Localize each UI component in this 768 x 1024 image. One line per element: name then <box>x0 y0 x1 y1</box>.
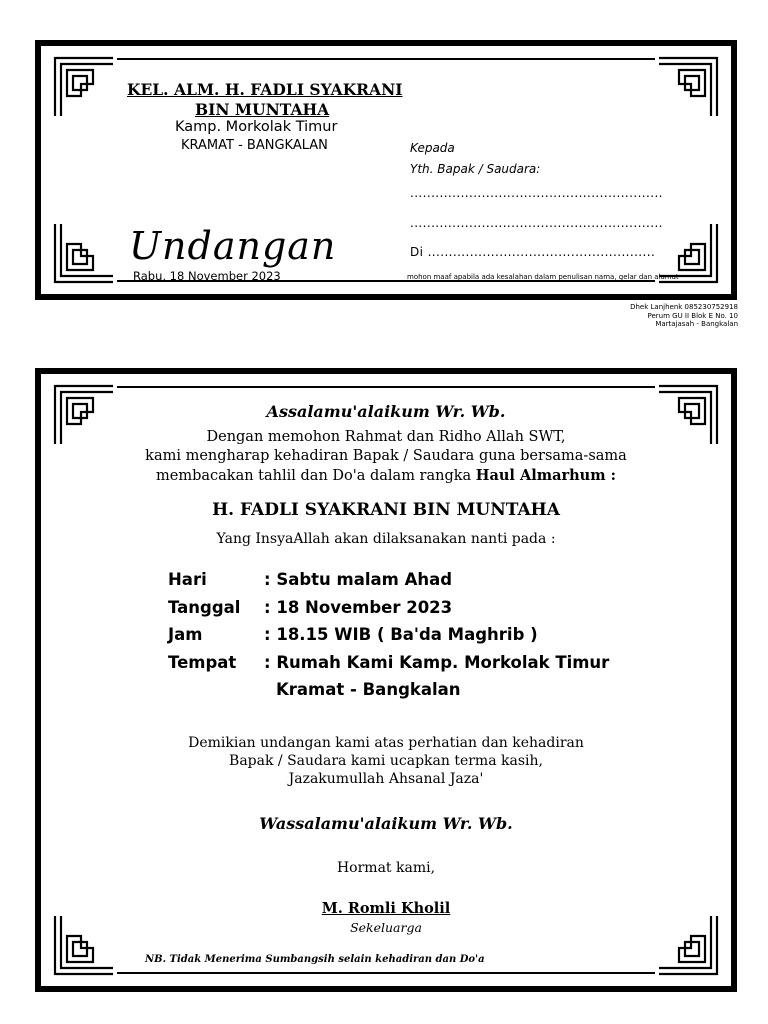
intro-line1: Dengan memohon Rahmat dan Ridho Allah SWT, <box>206 429 566 445</box>
recipient-extra-blank: ............................................................ <box>410 216 663 230</box>
event-date: Rabu, 18 November 2023 <box>133 269 281 283</box>
detail-place-line2: Kramat - Bangkalan <box>276 680 461 699</box>
haul-label: Haul Almarhum : <box>475 467 616 484</box>
detail-label: Hari <box>168 570 207 589</box>
bottom-border-line <box>117 972 655 974</box>
closing-greeting: Wassalamu'alaikum Wr. Wb. <box>259 814 513 833</box>
family-name-line2: BIN MUNTAHA <box>195 100 330 119</box>
detail-value: : Rumah Kami Kamp. Morkolak Timur <box>264 653 610 672</box>
recipient-name-blank: ............................................................ <box>410 186 663 200</box>
intro-line3-wrap <box>41 466 731 486</box>
closing-paragraph <box>41 734 731 788</box>
deceased-name: H. FADLI SYAKRANI BIN MUNTAHA <box>212 500 560 520</box>
detail-label: Tempat <box>168 653 237 672</box>
detail-label: Jam <box>168 625 203 644</box>
closing-line1: Demikian undangan kami atas perhatian dan kehadiran <box>188 735 584 751</box>
opening-greeting: Assalamu'alaikum Wr. Wb. <box>266 402 506 421</box>
detail-value: : 18.15 WIB ( Ba'da Maghrib ) <box>264 625 538 644</box>
invitation-title: Undangan <box>129 224 337 268</box>
closing-line2: Bapak / Saudara kami ucapkan terma kasih, <box>229 753 543 769</box>
invitation-card <box>35 368 737 992</box>
detail-row-place <box>168 653 609 672</box>
corner-ornament-bottom-left <box>53 222 115 284</box>
signer-name: M. Romli Kholil <box>321 900 451 917</box>
family-name-line1: KEL. ALM. H. FADLI SYAKRANI <box>127 80 403 99</box>
schedule-intro: Yang InsyaAllah akan dilaksanakan nanti pada : <box>216 531 556 547</box>
printer-credit <box>630 303 738 329</box>
printer-line1: Dhek Lanjhenk 085230752918 <box>630 303 738 311</box>
intro-line2: kami mengharap kehadiran Bapak / Saudara guna bersama-sama <box>145 448 627 464</box>
detail-value: : 18 November 2023 <box>264 598 453 617</box>
printer-line2: Perum GU II Blok E No. 10 <box>647 311 738 320</box>
detail-row-time <box>168 625 538 644</box>
detail-row-day <box>168 570 452 589</box>
address-line1: Kamp. Morkolak Timur <box>175 119 338 135</box>
recipient-kepada: Kepada <box>410 141 455 155</box>
intro-line3: membacakan tahlil dan Do'a dalam rangka <box>156 468 472 484</box>
detail-row-date <box>168 598 452 617</box>
closing-line3: Jazakumullah Ahsanal Jaza' <box>288 771 484 787</box>
footnote: NB. Tidak Menerima Sumbangsih selain kehadiran dan Do'a <box>145 954 485 965</box>
intro-paragraph <box>41 428 731 486</box>
corner-ornament-top-left <box>53 56 115 118</box>
top-border-line <box>117 386 655 388</box>
printer-line3: Martajasah - Bangkalan <box>655 320 738 328</box>
regards: Hormat kami, <box>336 860 436 876</box>
address-line2: KRAMAT - BANGKALAN <box>181 138 328 153</box>
signer-role: Sekeluarga <box>350 920 422 935</box>
corner-ornament-top-right <box>657 56 719 118</box>
detail-label: Tanggal <box>168 598 241 617</box>
detail-value: : Sabtu malam Ahad <box>264 570 453 589</box>
recipient-address-blank: Di ...................................................... <box>410 245 656 259</box>
apology-note: mohon maaf apabila ada kesalahan dalam penulisan nama, gelar dan alamat <box>407 273 679 281</box>
top-border-line <box>117 58 655 60</box>
envelope-card <box>35 40 737 300</box>
recipient-salutation: Yth. Bapak / Saudara: <box>410 162 541 176</box>
